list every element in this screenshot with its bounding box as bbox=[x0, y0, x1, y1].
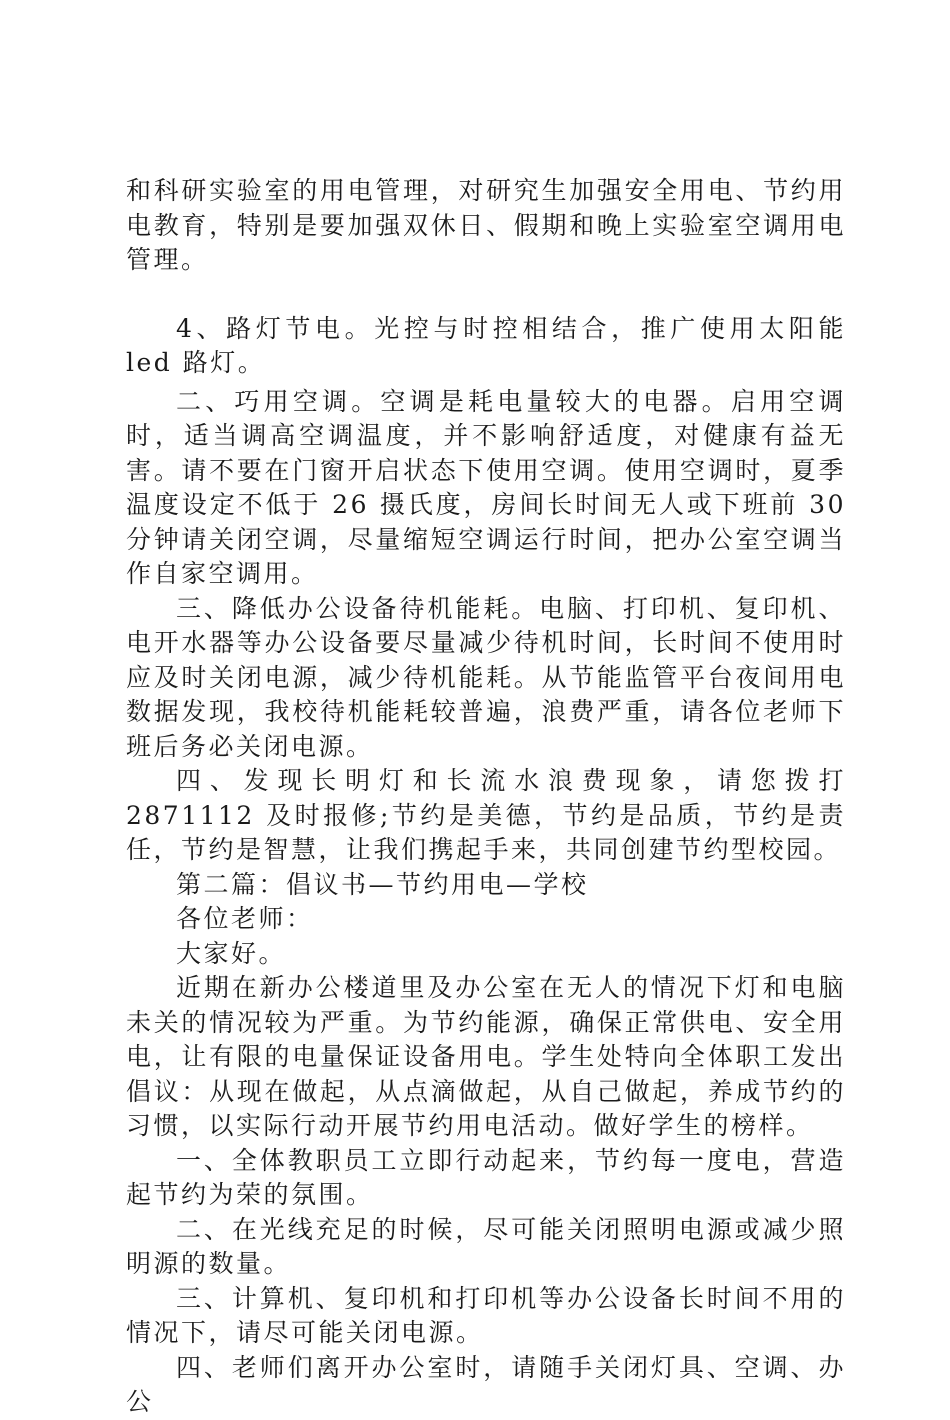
salutation: 各位老师： bbox=[176, 904, 314, 933]
paragraph-report-waste: 四、发现长明灯和长流水浪费现象，请您拨打 2871112 及时报修;节约是美德，节约是品质，节约是责任，节约是智慧，让我们携起手来，共同创建节约型校园。 bbox=[126, 766, 846, 864]
greeting: 大家好。 bbox=[176, 938, 287, 968]
section-heading-second-article: 第二篇：倡议书—节约用电—学校 bbox=[176, 869, 589, 899]
paragraph-item-three: 三、计算机、复印机和打印机等办公设备长时间不用的情况下，请尽可能关闭电源。 bbox=[126, 1283, 846, 1347]
paragraph-item-two: 二、在光线充足的时候，尽可能关闭照明电源或减少照明源的数量。 bbox=[126, 1214, 846, 1278]
paragraph-street-light-saving: 4、路灯节电。光控与时控相结合，推广使用太阳能 led 路灯。 bbox=[126, 313, 846, 377]
paragraph-lab-power-management: 和科研实验室的用电管理，对研究生加强安全用电、节约用电教育，特别是要加强双休日、假期和晚上实验室空调用电管理。 bbox=[126, 176, 846, 274]
paragraph-air-conditioner: 二、巧用空调。空调是耗电量较大的电器。启用空调时，适当调高空调温度，并不影响舒适度，对健康有益无害。请不要在门窗开启状态下使用空调。使用空调时，夏季温度设定不低于 26 摄氏度，房间长时间无人或下班前 30 分钟请关闭空调，尽量缩短空调运行时间，把办公室空调当作自家空调用。 bbox=[126, 386, 846, 588]
paragraph-initiative-intro: 近期在新办公楼道里及办公室在无人的情况下灯和电脑未关的情况较为严重。为节约能源，确保正常供电、安全用电，让有限的电量保证设备用电。学生处特向全体职工发出倡议：从现在做起，从点滴做起，从自己做起，养成节约的习惯，以实际行动开展节约用电活动。做好学生的榜样。 bbox=[126, 973, 846, 1140]
paragraph-item-four: 四、老师们离开办公室时，请随手关闭灯具、空调、办公 bbox=[126, 1352, 846, 1416]
document-body bbox=[126, 174, 846, 1420]
paragraph-standby-power: 三、降低办公设备待机能耗。电脑、打印机、复印机、电开水器等办公设备要尽量减少待机时间，长时间不使用时应及时关闭电源，减少待机能耗。从节能监管平台夜间用电数据发现，我校待机能耗较普遍，浪费严重，请各位老师下班后务必关闭电源。 bbox=[126, 593, 846, 761]
paragraph-item-one: 一、全体教职员工立即行动起来，节约每一度电，营造起节约为荣的氛围。 bbox=[126, 1145, 846, 1209]
